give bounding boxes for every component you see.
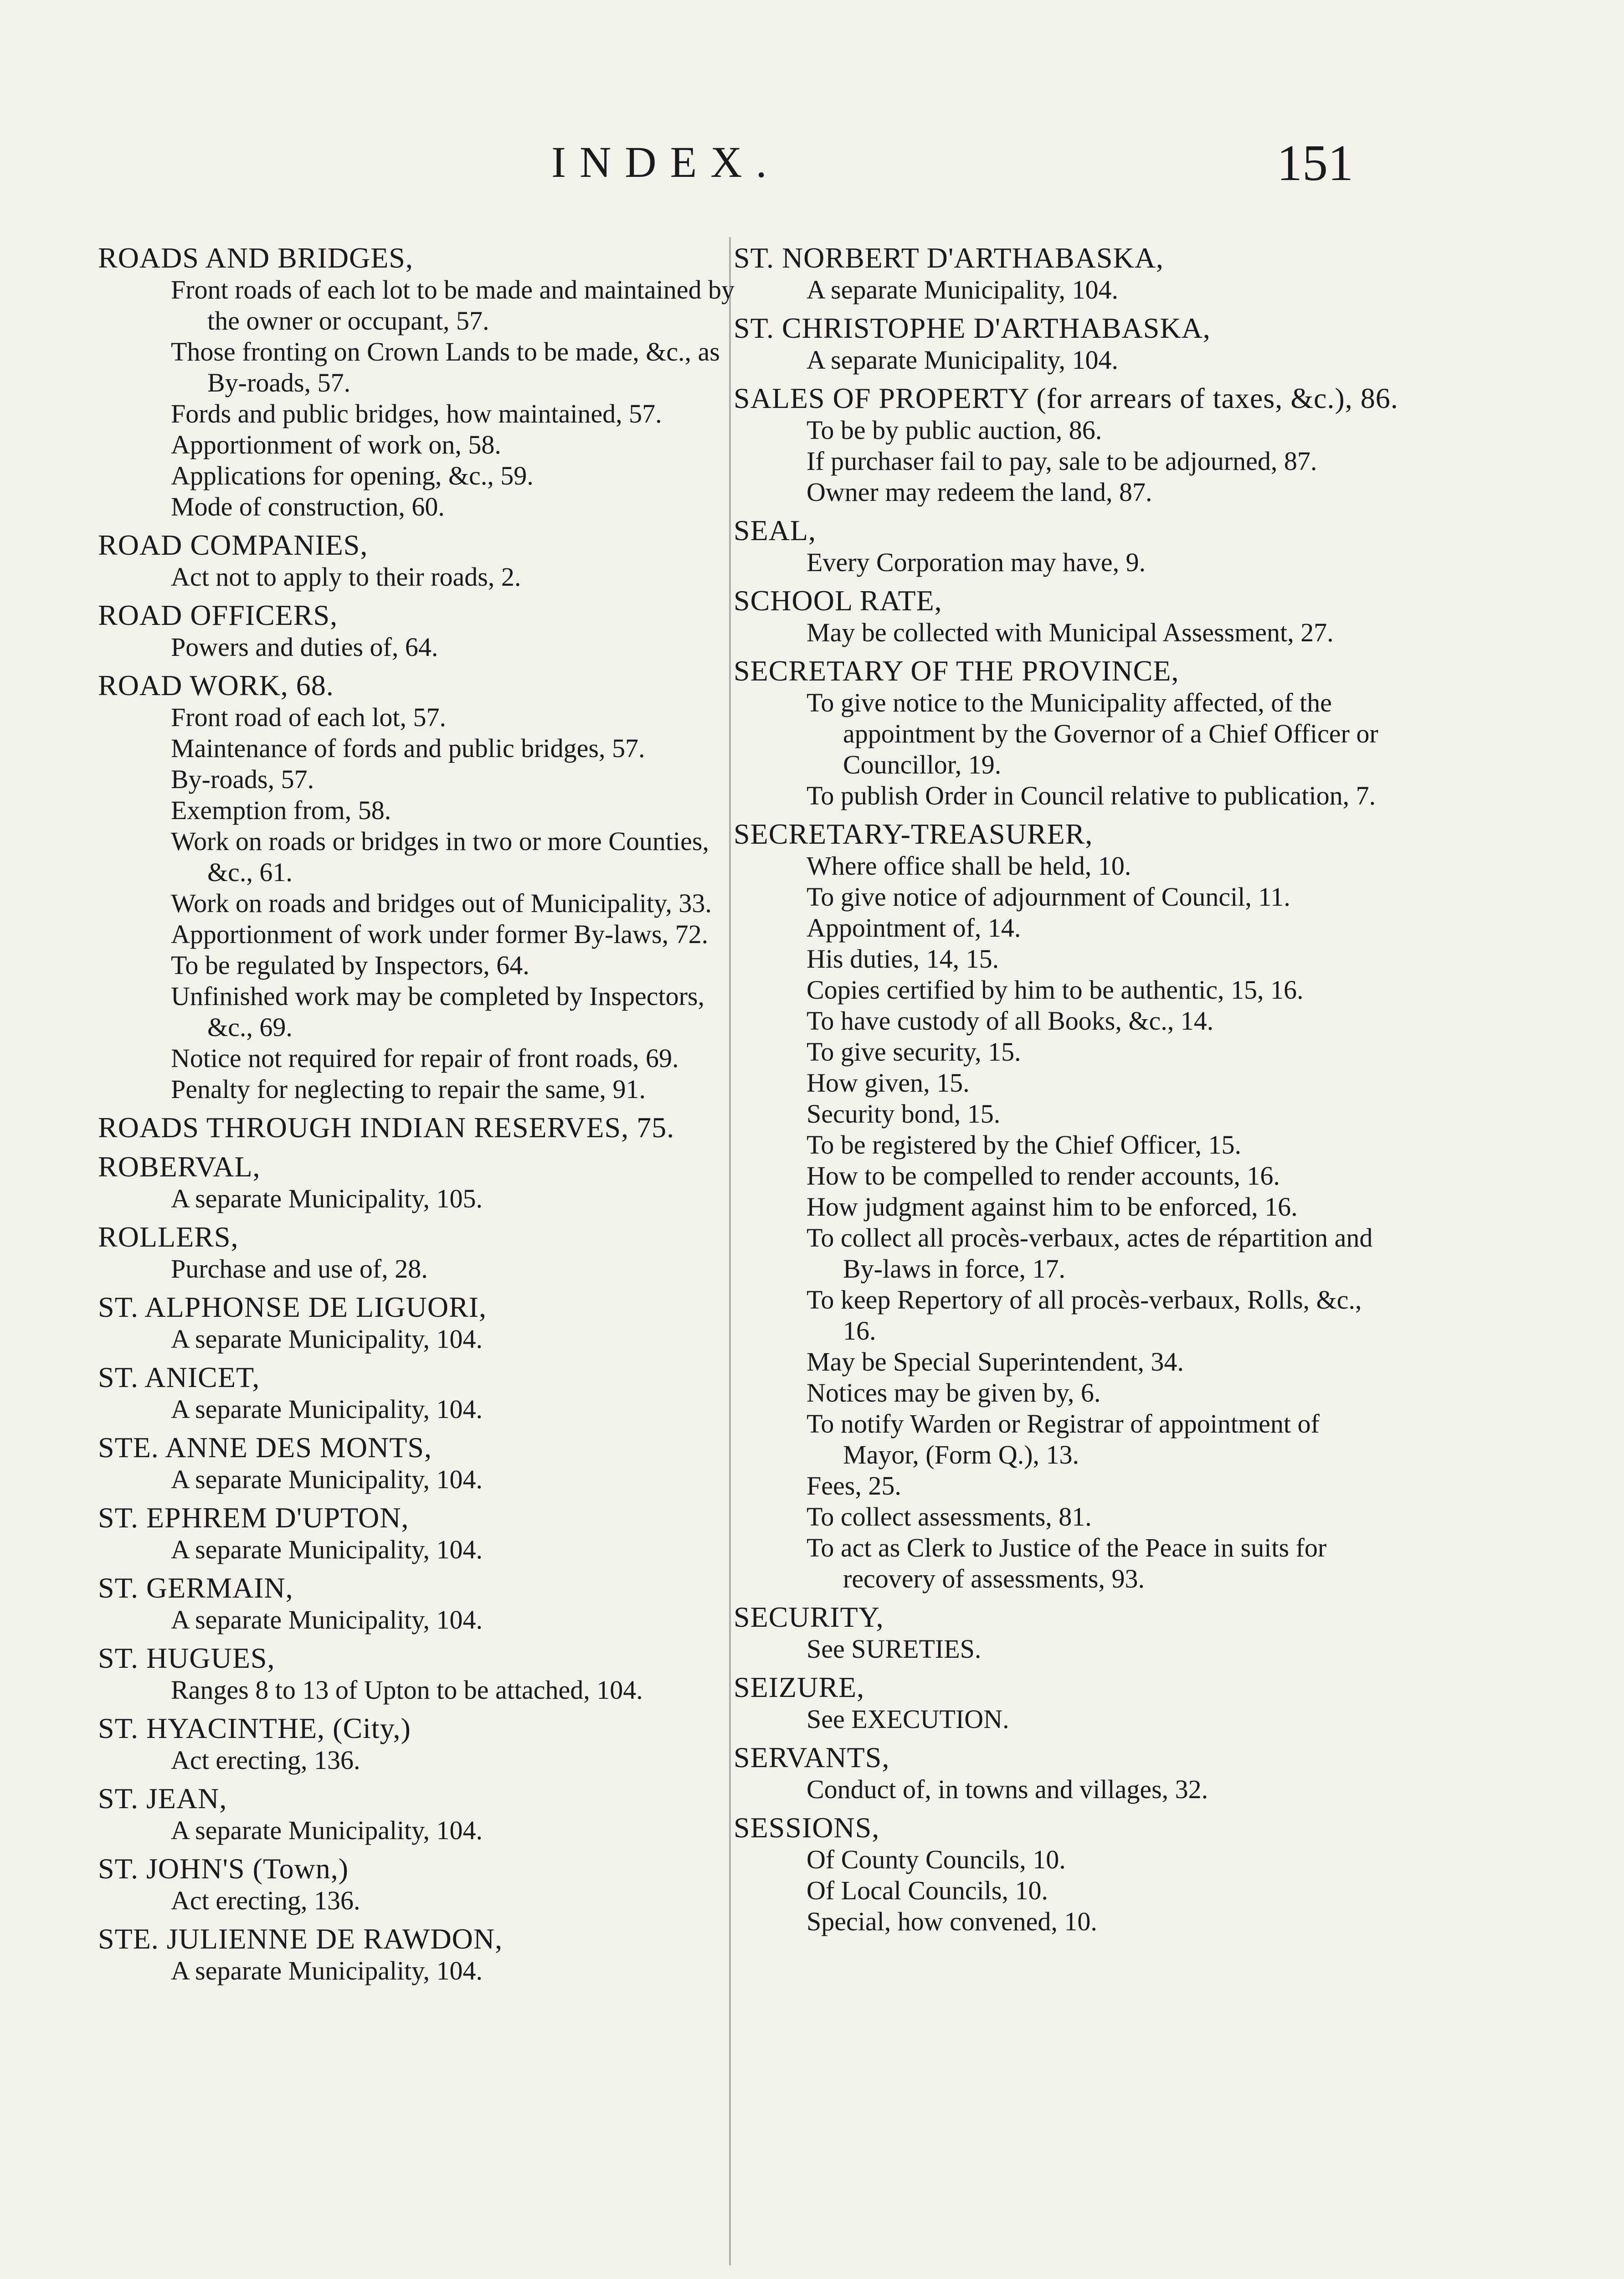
index-entry [734, 584, 1399, 648]
entry-subheading: To notify Warden or Registrar of appointment of Mayor, (Form Q.), 13. [807, 1409, 1320, 1469]
entry-subheading: To collect all procès-verbaux, actes de répartition and By-laws in force, 17. [807, 1223, 1373, 1284]
index-entry [98, 669, 745, 1105]
entry-subheading: Every Corporation may have, 9. [807, 547, 1146, 577]
index-entry [98, 1361, 745, 1425]
entry-subheading: Front road of each lot, 57. [171, 702, 447, 732]
entry-heading: ST. NORBERT D'ARTHABASKA, [734, 242, 1164, 274]
index-entry [734, 1601, 1399, 1665]
entry-subheading: Where office shall be held, 10. [807, 851, 1131, 881]
entry-subheading: Applications for opening, &c., 59. [171, 461, 534, 490]
entry-subheading: If purchaser fail to pay, sale to be adjourned, 87. [807, 446, 1317, 476]
entry-subheading: How to be compelled to render accounts, 16. [807, 1161, 1280, 1191]
right-column [734, 242, 1399, 1944]
index-entry [98, 1923, 745, 1986]
entry-subheading: To give notice of adjournment of Council, 11. [807, 882, 1290, 912]
entry-subheading: A separate Municipality, 104. [171, 1956, 483, 1985]
entry-heading: ROAD OFFICERS, [98, 599, 338, 631]
entry-heading: ROLLERS, [98, 1221, 239, 1253]
index-entry [98, 1501, 745, 1565]
entry-subheading: Fords and public bridges, how maintained, 57. [171, 399, 662, 428]
entry-subheading: How given, 15. [807, 1068, 970, 1098]
entry-subheading: A separate Municipality, 105. [171, 1184, 483, 1213]
index-entry [98, 529, 745, 593]
entry-heading: SECRETARY-TREASURER, [734, 818, 1093, 850]
entry-subheading: Of Local Councils, 10. [807, 1876, 1048, 1905]
entry-subheading: A separate Municipality, 104. [171, 1464, 483, 1494]
entry-subheading: Those fronting on Crown Lands to be made, &c., as By-roads, 57. [171, 337, 720, 397]
entry-heading: SALES OF PROPERTY (for arrears of taxes, &c.), 86. [734, 382, 1398, 414]
entry-heading: ROBERVAL, [98, 1150, 261, 1183]
entry-heading: ST. GERMAIN, [98, 1572, 293, 1604]
entry-heading: ST. CHRISTOPHE D'ARTHABASKA, [734, 312, 1211, 344]
entry-heading: ST. EPHREM D'UPTON, [98, 1501, 409, 1534]
entry-subheading: Appointment of, 14. [807, 913, 1021, 943]
entry-subheading: To act as Clerk to Justice of the Peace in suits for recovery of assessments, 93. [807, 1533, 1327, 1593]
entry-heading: ST. HYACINTHE, (City,) [98, 1712, 411, 1744]
entry-subheading: To give notice to the Municipality affected, of the appointment by the Governor of a Chief Officer or Councillor, 19. [807, 688, 1378, 779]
entry-subheading: How judgment against him to be enforced, 16. [807, 1192, 1298, 1222]
entry-subheading: Powers and duties of, 64. [171, 632, 438, 662]
index-entry [734, 312, 1399, 376]
index-entry [734, 1671, 1399, 1735]
entry-subheading: Act erecting, 136. [171, 1886, 360, 1915]
entry-subheading: Owner may redeem the land, 87. [807, 477, 1152, 507]
index-entry [734, 818, 1399, 1594]
entry-subheading: Maintenance of fords and public bridges, 57. [171, 733, 645, 763]
entry-subheading: A separate Municipality, 104. [171, 1815, 483, 1845]
entry-subheading: Exemption from, 58. [171, 795, 391, 825]
entry-subheading: To be by public auction, 86. [807, 415, 1102, 445]
entry-subheading: A separate Municipality, 104. [171, 1324, 483, 1354]
index-entry [98, 1852, 745, 1916]
page-header [551, 137, 1353, 201]
entry-subheading: By-roads, 57. [171, 764, 314, 794]
entry-subheading: To keep Repertory of all procès-verbaux, Rolls, &c., 16. [807, 1285, 1362, 1346]
index-entry [734, 1741, 1399, 1805]
index-entry [98, 1712, 745, 1776]
entry-subheading: To publish Order in Council relative to publication, 7. [807, 781, 1376, 810]
entry-subheading: To give security, 15. [807, 1037, 1021, 1067]
entry-subheading: Copies certified by him to be authentic, 15, 16. [807, 975, 1304, 1005]
entry-subheading: Apportionment of work on, 58. [171, 430, 501, 459]
entry-heading: SEIZURE, [734, 1671, 865, 1703]
entry-subheading: See EXECUTION. [807, 1704, 1009, 1734]
entry-subheading: To be registered by the Chief Officer, 15. [807, 1130, 1242, 1160]
entry-subheading: May be collected with Municipal Assessment, 27. [807, 618, 1334, 647]
entry-heading: STE. ANNE DES MONTS, [98, 1431, 432, 1464]
entry-heading: ROADS AND BRIDGES, [98, 242, 413, 274]
entry-heading: ST. ALPHONSE DE LIGUORI, [98, 1291, 487, 1323]
entry-subheading: See SURETIES. [807, 1634, 982, 1664]
index-entry [98, 1642, 745, 1706]
entry-subheading: Conduct of, in towns and villages, 32. [807, 1774, 1208, 1804]
entry-subheading: A separate Municipality, 104. [807, 275, 1119, 304]
entry-subheading: Of County Councils, 10. [807, 1845, 1066, 1874]
entry-subheading: A separate Municipality, 104. [807, 345, 1119, 375]
entry-heading: SERVANTS, [734, 1741, 890, 1774]
entry-subheading: Purchase and use of, 28. [171, 1254, 428, 1284]
entry-subheading: Work on roads or bridges in two or more Counties, &c., 61. [171, 826, 709, 887]
entry-subheading: Unfinished work may be completed by Inspectors, &c., 69. [171, 981, 704, 1042]
index-entry [734, 242, 1399, 305]
entry-subheading: Act not to apply to their roads, 2. [171, 562, 521, 592]
index-entry [98, 1291, 745, 1355]
entry-heading: ST. JOHN'S (Town,) [98, 1852, 349, 1885]
entry-subheading: A separate Municipality, 104. [171, 1535, 483, 1564]
entry-heading: ROAD WORK, 68. [98, 669, 334, 701]
entry-subheading: Notices may be given by, 6. [807, 1378, 1101, 1408]
entry-heading: SECRETARY OF THE PROVINCE, [734, 655, 1179, 687]
index-entry [98, 1150, 745, 1214]
entry-subheading: Ranges 8 to 13 of Upton to be attached, 104. [171, 1675, 643, 1705]
entry-subheading: Act erecting, 136. [171, 1745, 360, 1775]
entry-subheading: Fees, 25. [807, 1471, 901, 1500]
entry-subheading: Apportionment of work under former By-laws, 72. [171, 919, 709, 949]
entry-subheading: A separate Municipality, 104. [171, 1394, 483, 1424]
entry-subheading: To have custody of all Books, &c., 14. [807, 1006, 1214, 1036]
entry-subheading: Security bond, 15. [807, 1099, 1001, 1129]
entry-subheading: Special, how convened, 10. [807, 1907, 1097, 1936]
index-entry [98, 599, 745, 663]
index-entry [98, 1221, 745, 1284]
index-entry [98, 1782, 745, 1846]
index-entry [98, 1431, 745, 1495]
index-entry [734, 1811, 1399, 1937]
entry-heading: SCHOOL RATE, [734, 584, 942, 617]
entry-subheading: Front roads of each lot to be made and maintained by the owner or occupant, 57. [171, 275, 735, 335]
entry-heading: ROADS THROUGH INDIAN RESERVES, 75. [98, 1111, 675, 1144]
index-entry [734, 514, 1399, 578]
entry-subheading: May be Special Superintendent, 34. [807, 1347, 1184, 1377]
entry-subheading: Penalty for neglecting to repair the same, 91. [171, 1074, 646, 1104]
entry-subheading: Notice not required for repair of front roads, 69. [171, 1043, 679, 1073]
page-number: 151 [1277, 135, 1353, 191]
entry-heading: ST. ANICET, [98, 1361, 260, 1393]
index-entry [98, 1572, 745, 1635]
entry-heading: SEAL, [734, 514, 816, 547]
running-title: INDEX. [551, 138, 781, 186]
entry-subheading: A separate Municipality, 104. [171, 1605, 483, 1634]
index-entry [98, 1111, 745, 1144]
entry-subheading: To collect assessments, 81. [807, 1502, 1092, 1531]
entry-subheading: To be regulated by Inspectors, 64. [171, 950, 529, 980]
left-column [98, 242, 745, 1993]
entry-heading: ROAD COMPANIES, [98, 529, 368, 561]
entry-heading: SECURITY, [734, 1601, 884, 1633]
entry-heading: ST. JEAN, [98, 1782, 227, 1815]
entry-heading: SESSIONS, [734, 1811, 880, 1844]
index-entry [734, 382, 1399, 508]
entry-subheading: Work on roads and bridges out of Municipality, 33. [171, 888, 712, 918]
entry-subheading: Mode of construction, 60. [171, 492, 445, 521]
entry-heading: STE. JULIENNE DE RAWDON, [98, 1923, 503, 1955]
entry-subheading: His duties, 14, 15. [807, 944, 999, 974]
entry-heading: ST. HUGUES, [98, 1642, 275, 1674]
index-entry [734, 655, 1399, 811]
index-entry [98, 242, 745, 522]
